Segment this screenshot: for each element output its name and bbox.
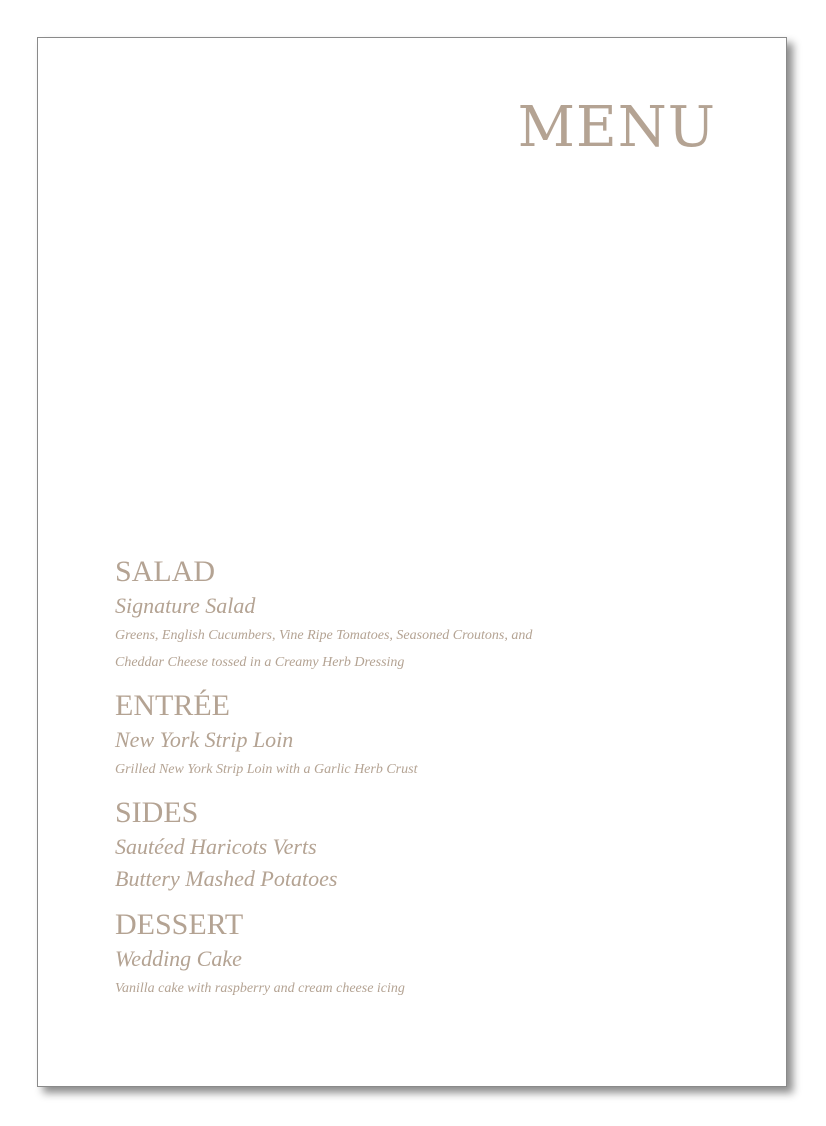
menu-title: MENU: [517, 95, 716, 160]
dish-description-line: Greens, English Cucumbers, Vine Ripe Tomatoes, Seasoned Croutons, and: [115, 628, 533, 643]
menu-body: [115, 554, 675, 1002]
section-entree: [115, 688, 675, 783]
menu-card: [37, 37, 787, 1087]
section-heading-dessert: DESSERT: [115, 908, 244, 941]
section-heading-sides: SIDES: [115, 796, 199, 829]
section-heading-salad: SALAD: [115, 555, 216, 588]
section-sides: [115, 795, 675, 895]
section-dessert: [115, 907, 675, 1002]
section-heading-entree: ENTRÉE: [115, 689, 230, 722]
section-salad: [115, 554, 675, 676]
dish-haricots-verts: Sautéed Haricots Verts: [115, 834, 317, 859]
dish-signature-salad: Signature Salad: [115, 593, 256, 618]
dish-wedding-cake: Wedding Cake: [115, 946, 242, 971]
dish-description-line: Grilled New York Strip Loin with a Garlic Herb Crust: [115, 762, 418, 777]
dish-description-line: Cheddar Cheese tossed in a Creamy Herb Dressing: [115, 655, 405, 670]
dish-mashed-potatoes: Buttery Mashed Potatoes: [115, 866, 338, 891]
dish-new-york-strip-loin: New York Strip Loin: [115, 727, 294, 752]
dish-description-line: Vanilla cake with raspberry and cream cheese icing: [115, 981, 405, 996]
